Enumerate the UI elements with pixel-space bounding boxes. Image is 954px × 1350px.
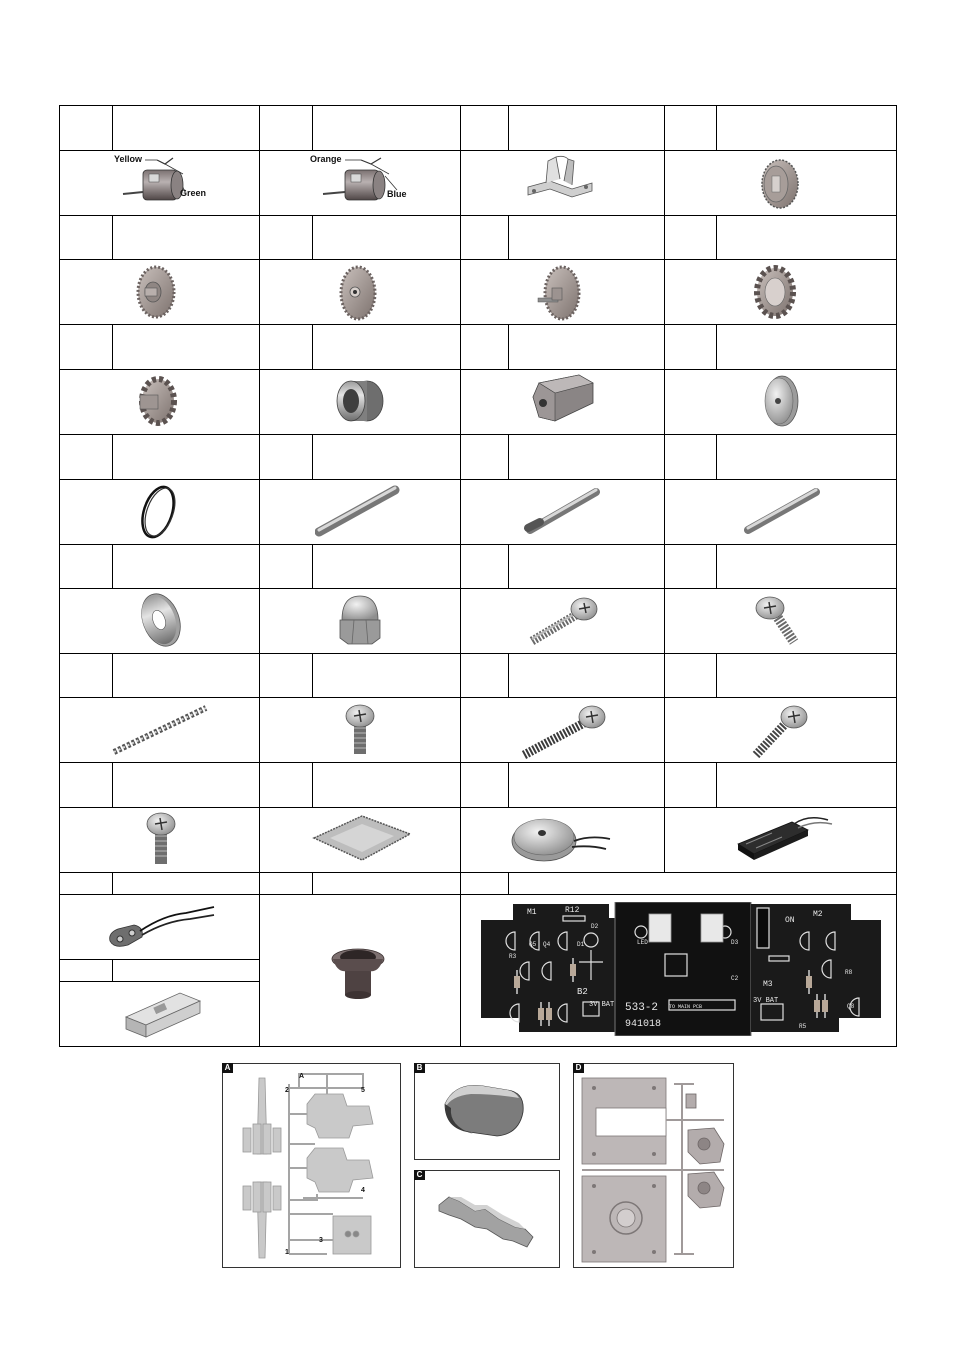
motor-bracket xyxy=(520,153,600,213)
battery-holder xyxy=(732,810,838,866)
pcb-label-r3: R3 xyxy=(509,953,517,960)
pcb-label-3v-bat-left: 3V BAT xyxy=(589,1001,615,1009)
sheet-a-marker-2: 2 xyxy=(285,1087,289,1094)
pinion-gear xyxy=(750,263,800,321)
sheet-tag-c: C xyxy=(414,1170,425,1180)
rubber-grommet xyxy=(325,937,391,1003)
pcb-label-r8: R8 xyxy=(845,969,853,976)
metal-chain xyxy=(108,702,212,758)
sheet-a-marker-3: 3 xyxy=(319,1237,323,1244)
pcb-label-led: LED xyxy=(637,939,648,946)
spacer-ring xyxy=(333,375,389,427)
sheet-a-marker-a: A xyxy=(299,1073,305,1080)
pcb-label-r5: R5 xyxy=(799,1023,807,1030)
pinion-gear-small xyxy=(130,373,184,429)
pcb-label-533-2: 533-2 xyxy=(625,1002,659,1014)
metal-shaft-tapered xyxy=(522,484,606,540)
pcb-label-q8: Q8 xyxy=(847,1003,855,1010)
wire-label-green: Green xyxy=(180,188,207,198)
screw-stubby xyxy=(338,702,384,758)
screw-medium xyxy=(750,701,810,759)
pcb-label-r12: R12 xyxy=(565,906,580,915)
wire-label-yellow: Yellow xyxy=(114,154,143,164)
spur-gear-hub xyxy=(333,264,383,322)
battery-snap-connector xyxy=(104,897,218,955)
motor-yellow-green xyxy=(105,152,215,214)
pcb-label-d2: D2 xyxy=(591,923,599,930)
spur-gear-large xyxy=(131,264,181,320)
metal-shaft-long xyxy=(315,484,405,540)
metal-shaft-short xyxy=(742,484,824,540)
sprue-sheet-b xyxy=(414,1063,560,1160)
double-sided-tape xyxy=(310,812,414,864)
connector-housing xyxy=(124,987,208,1043)
hex-spacer xyxy=(525,373,601,429)
sheet-a-marker-5: 5 xyxy=(361,1087,365,1094)
pcb-board xyxy=(479,902,884,1036)
pcb-label-b2: B2 xyxy=(577,987,588,997)
screw-extra-long xyxy=(520,701,610,759)
pcb-label-q4: Q4 xyxy=(543,941,551,948)
pcb-label-941018: 941018 xyxy=(625,1019,662,1030)
sheet-a-marker-4: 4 xyxy=(361,1187,365,1194)
pcb-label-d1: D1 xyxy=(577,941,585,948)
wire-label-blue: Blue xyxy=(387,189,407,199)
flat-washer xyxy=(134,590,188,650)
screw-small xyxy=(142,810,182,868)
pcb-label-c2: C2 xyxy=(731,975,739,982)
pcb-label-q5: Q5 xyxy=(529,941,537,948)
sheet-tag-d: D xyxy=(573,1063,584,1073)
pcb-label-on: ON xyxy=(785,916,795,925)
pcb-label-d3: D3 xyxy=(731,939,739,946)
pcb-label-to-main-pcb: TO MAIN PCB xyxy=(669,1004,703,1010)
sheet-tag-a: A xyxy=(222,1063,233,1073)
spur-gear-axle xyxy=(534,264,584,322)
sprue-sheet-d xyxy=(573,1063,734,1268)
pcb-label-m3: M3 xyxy=(763,980,773,989)
screw-short xyxy=(750,592,810,648)
sheet-a-marker-1: 1 xyxy=(285,1249,289,1256)
pcb-label-m1: M1 xyxy=(527,908,537,917)
crown-gear xyxy=(752,154,808,212)
sprue-sheet-c xyxy=(414,1170,560,1268)
cap-nut xyxy=(336,590,384,650)
pcb-label-m2: M2 xyxy=(813,910,823,919)
sprue-sheet-a xyxy=(222,1063,401,1268)
pulley-wheel xyxy=(756,373,806,429)
screw-long xyxy=(524,591,604,649)
motor-orange-blue xyxy=(305,152,420,214)
sheet-tag-b: B xyxy=(414,1063,425,1073)
wire-label-orange: Orange xyxy=(310,154,342,164)
buzzer-disc xyxy=(506,811,618,867)
rubber-band xyxy=(134,482,186,542)
pcb-label-3v-bat-right: 3V BAT xyxy=(753,997,779,1005)
